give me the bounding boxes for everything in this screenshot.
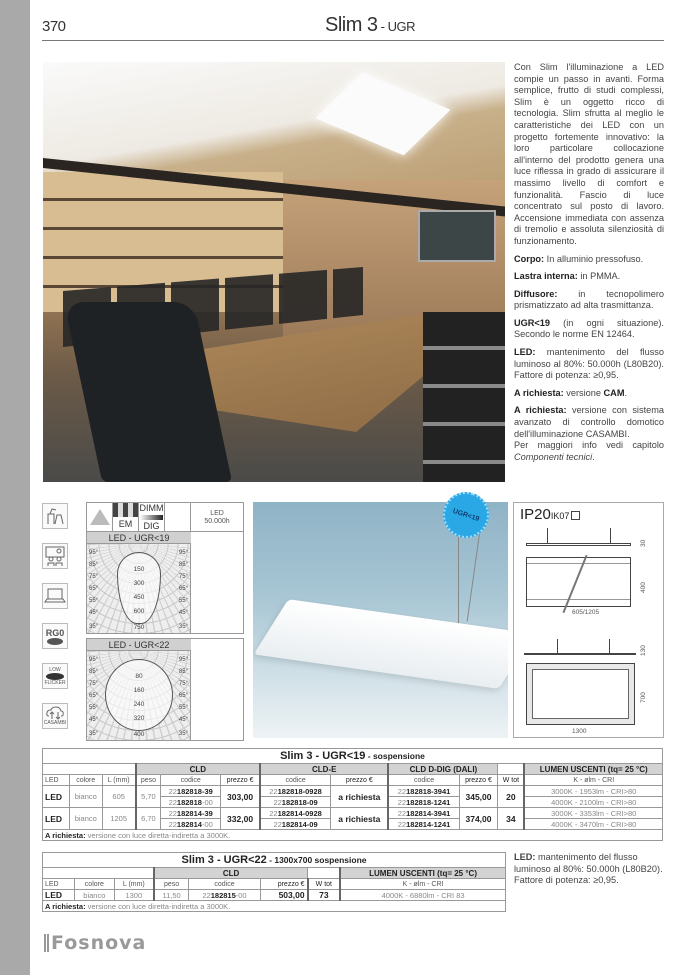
table-row: LED bianco 1300 11,50 22182815-00 503,00 73 4000K - 6880lm - CRI 83: [43, 890, 506, 901]
table-note-row: A richiesta: versione con luce diretta-indiretta a 3000K.: [43, 830, 663, 841]
low-flicker-icon: LOW FLICKER: [42, 663, 68, 689]
product-code: 22182818-00: [161, 797, 221, 808]
description-intro: Con Slim l'illuminazione a LED compie un passo in avanti. Forma semplice, frutto di studi complessi, Slim è un oggetto ricco di tecnologia. Slim sfrutta al meglio le caratteristiche dei LED con un progetto fortemente innovativo: la loro particolare collocazione all'interno del prodotto genera una luce riflessa in grado di assicurare il massimo livello di comfort e funzionalità. Fascio di luce concentrato sul posto di lavoro. Accensione immediata con assenza di tremolio e assoluta silenziosità di funzionamento.: [514, 62, 664, 246]
price: 303,00: [221, 786, 260, 808]
spec-casambi: A richiesta: versione con sistema avanzato di controllo domotico dell'illuminazione CASAMBI.: [514, 405, 664, 439]
casambi-icon: CASAMBI: [42, 703, 68, 729]
led-lifetime: LED 50.000h: [204, 510, 230, 525]
photometric-panel: [86, 502, 244, 738]
group-lumen: LUMEN USCENTI (tq= 25 °C): [524, 764, 662, 775]
polar-title: LED - UGR<22: [87, 639, 191, 651]
spec-diffuser: Diffusore: in tecnopolimero prismatizzato ad alta trasmittanza.: [514, 288, 664, 311]
group-cld-dali: CLD D-DIG (DALI): [388, 764, 497, 775]
page-edge-tab: [0, 0, 30, 975]
product-code: 22182814-39: [161, 808, 221, 819]
price: 332,00: [221, 808, 260, 830]
table-note-row: A richiesta: versione con luce diretta-indiretta a 3000K.: [43, 901, 506, 912]
page-title: [0, 14, 700, 37]
emergency-icon: EM: [113, 503, 139, 531]
table-row: LED bianco 1205 6,70 22182814-39 332,00 22182814-0928 a richiesta 22182814-3941 374,00 34 3000K - 3353lm - CRI>80: [43, 808, 663, 819]
dimmable-digital-icon: DIMM DIG: [139, 503, 164, 531]
product-description: [514, 62, 664, 469]
screen-work-icon: [42, 583, 68, 609]
installation-icon: [42, 503, 68, 529]
class-ii-icon: [571, 511, 580, 520]
technical-drawing: IP20IK07 30 400 605/1205 130 700 1300: [513, 502, 664, 738]
price: 374,00: [459, 808, 498, 830]
product-code: 22182814-09: [260, 819, 331, 830]
table-header-row: LED colore L (mm) peso codice prezzo € W tot K - ølm - CRI: [43, 879, 506, 890]
office-use-icon: [42, 543, 68, 569]
price: 503,00: [260, 890, 307, 901]
title-sub: - UGR: [377, 19, 416, 34]
product-code: 22182814-0928: [260, 808, 331, 819]
product-code: 22182814-00: [161, 819, 221, 830]
spec-ugr: UGR<19 (in ogni situazione). Secondo le norme EN 12464.: [514, 317, 664, 340]
wattage: 20: [498, 786, 525, 808]
product-code: 22182815-00: [189, 890, 261, 901]
price-table-ugr22: Slim 3 - UGR<22 - 1300x700 sospensione CLD LUMEN USCENTI (tq= 25 °C) LED colore L (mm) peso codice prezzo € W tot K - ølm - CRI LED bianco 1300 11,50 22182815-00 503,00 73 4000K - 6880lm - CRI 83 A richiesta: versione con luce diretta-indiretta a 3000K.: [42, 852, 506, 912]
rg0-icon: RG0: [42, 623, 68, 649]
conference-room-photo: [43, 62, 505, 482]
polar-diagram-ugr19: LED - UGR<19 150 300 450 600 750 95° 85° 75° 65° 55° 45° 35° 95° 85° 75° 65° 55° 45° 35°: [86, 531, 244, 634]
header-divider: [42, 40, 664, 41]
logo-mark-icon: [44, 934, 49, 952]
spec-body: Corpo: In alluminio pressofuso.: [514, 253, 644, 264]
wattage: 34: [498, 808, 525, 830]
suspended-lamp: [254, 599, 508, 689]
table-row: LED bianco 605 5,70 22182818-39 303,00 22182818-0928 a richiesta 22182818-3941 345,00 20 3000K - 1953lm - CRI>80: [43, 786, 663, 797]
spec-plate: Lastra interna: in PMMA.: [514, 271, 621, 282]
spec-led: LED: mantenimento del flusso luminoso al 80%: 50.000h (L80B20). Fattore di potenza: ≥0,95.: [514, 347, 664, 381]
product-code: 22182814-3941: [388, 808, 459, 819]
title-main: Slim 3: [324, 14, 378, 36]
lumen-output: 4000K - 3470lm - CRI>80: [524, 819, 662, 830]
spec-cam: A richiesta: versione CAM.: [514, 387, 628, 398]
more-info: Per maggiori info vedi capitolo Componenti tecnici.: [514, 440, 664, 462]
group-cld-e: CLD-E: [260, 764, 389, 775]
polar-diagram-ugr22: LED - UGR<22 80 160 240 320 400 95° 85° 75° 65° 55° 45° 35° 95° 85° 75° 65° 55° 45° 35°: [86, 638, 244, 741]
brand-logo: Fosnova: [44, 932, 146, 954]
group-lumen: LUMEN USCENTI (tq= 25 °C): [340, 868, 505, 879]
feature-icons: [42, 503, 70, 743]
lumen-output: 3000K - 3353lm - CRI>80: [524, 808, 662, 819]
product-code: 22182818-09: [260, 797, 331, 808]
direct-light-icon: [87, 503, 113, 531]
group-cld: CLD: [154, 868, 308, 879]
table-title: Slim 3 - UGR<22: [181, 854, 267, 866]
lumen-output: 4000K - 2100lm - CRI>80: [524, 797, 662, 808]
ip-rating: IP20IK07: [520, 506, 580, 523]
table-header-row: LED colore L (mm) peso codice prezzo € codice prezzo € codice prezzo € W tot K - ølm - CRI: [43, 775, 663, 786]
product-code: 22182818-1241: [388, 797, 459, 808]
light-specs-header: [86, 502, 244, 532]
price: a richiesta: [331, 808, 389, 830]
led-note: LED: mantenimento del flusso luminoso al 80%: 50.000h (L80B20). Fattore di potenza: ≥0,95.: [514, 852, 663, 886]
page-number: 370: [42, 18, 66, 35]
product-code: 22182818-39: [161, 786, 221, 797]
price: 345,00: [459, 786, 498, 808]
product-code: 22182818-0928: [260, 786, 331, 797]
price-table-ugr19: Slim 3 - UGR<19 - sospensione CLD CLD-E CLD D-DIG (DALI) LUMEN USCENTI (tq= 25 °C) LED colore L (mm) peso codice prezzo € codice prezzo € codice prezzo € W tot K - ølm - CRI LED bianco 605 5,70 22182818-39 303,00 22182818-0928 a richiesta 22182818-3941 345,00 20 3000K - 1953lm - CRI>80 22182818-00 22182818-09 22182818-1241 4000K - 2100lm - CRI>80 LED bianco 1205 6,70 22182814-39 332,00 22182814-0928 a richiesta 22182814-3941 374,00 34 3000K - 3353lm - CRI>80 22182814-00 22182814-09 22182814-1241 4000K - 3470lm - CRI>80 A richiesta: versione con luce diretta-indiretta a 3000K.: [42, 748, 663, 841]
lumen-output: 3000K - 1953lm - CRI>80: [524, 786, 662, 797]
product-code: 22182818-3941: [388, 786, 459, 797]
lumen-output: 4000K - 6880lm - CRI 83: [340, 890, 505, 901]
price: a richiesta: [331, 786, 389, 808]
wattage: 73: [308, 890, 341, 901]
polar-title: LED - UGR<19: [87, 532, 191, 544]
ugr-badge: UGR<19: [437, 486, 495, 544]
table-title: Slim 3 - UGR<19: [280, 750, 366, 762]
technical-components-link: Componenti tecnici: [514, 451, 593, 462]
product-code: 22182814-1241: [388, 819, 459, 830]
group-cld: CLD: [136, 764, 260, 775]
